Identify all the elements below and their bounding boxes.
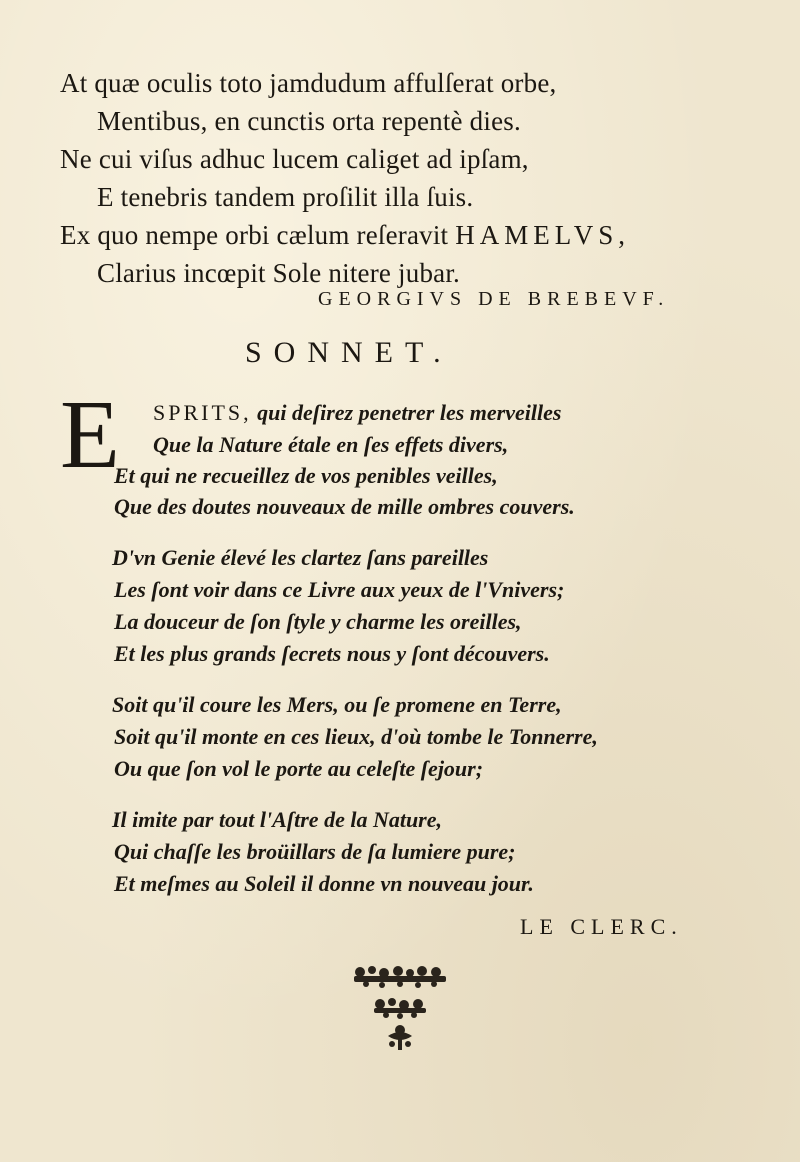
- sonnet-line-5: D'vn Genie élevé les clartez ſans pareilles: [112, 545, 489, 570]
- sonnet-line-12: Il imite par tout l'Aſtre de la Nature,: [112, 807, 443, 832]
- sonnet-line-1: [153, 400, 561, 426]
- sonnet-line-7: La douceur de ſon ſtyle y charme les oreilles,: [114, 609, 522, 634]
- sonnet-signature: LE CLERC.: [520, 914, 683, 939]
- latin-signature: GEORGIVS DE BREBEVF.: [318, 288, 670, 310]
- sonnet-line-2: Que la Nature étale en ſes effets divers,: [153, 432, 509, 457]
- latin-line-3: Ne cui viſus adhuc lucem caliget ad ipſam,: [60, 144, 529, 174]
- sonnet-line-6: Les ſont voir dans ce Livre aux yeux de l'Vnivers;: [114, 577, 565, 602]
- sonnet-first-word: SPRITS,: [153, 400, 252, 425]
- latin-line-1: At quæ oculis toto jamdudum affulſerat orbe,: [60, 68, 557, 98]
- latin-line-5-text: Ex quo nempe orbi cælum reſeravit: [60, 220, 449, 250]
- printers-flower-ornament-icon: [350, 960, 450, 1055]
- sonnet-line-8: Et les plus grands ſecrets nous y ſont découvers.: [114, 641, 550, 666]
- sonnet-line-11: Ou que ſon vol le porte au celeſte ſejour;: [114, 756, 484, 781]
- sonnet-line-1-text: qui deſirez penetrer les merveilles: [257, 400, 562, 425]
- sonnet-line-13: Qui chaſſe les broüillars de ſa lumiere pure;: [114, 839, 516, 864]
- sonnet-line-4: Que des doutes nouveaux de mille ombres couvers.: [114, 494, 575, 519]
- sonnet-line-10: Soit qu'il monte en ces lieux, d'où tombe le Tonnerre,: [114, 724, 598, 749]
- latin-line-6: Clarius incœpit Sole nitere jubar.: [97, 258, 460, 288]
- sonnet-dropcap: E: [60, 381, 120, 489]
- sonnet-line-14: Et meſmes au Soleil il donne vn nouveau jour.: [114, 871, 534, 896]
- sonnet-line-3: Et qui ne recueillez de vos penibles veilles,: [114, 463, 498, 488]
- latin-line-2: Mentibus, en cunctis orta repentè dies.: [97, 106, 521, 136]
- sonnet-title: SONNET.: [245, 336, 453, 369]
- latin-line-5: [60, 220, 630, 251]
- latin-line-4: E tenebris tandem proſilit illa ſuis.: [97, 182, 474, 212]
- sonnet-line-9: Soit qu'il coure les Mers, ou ſe promene en Terre,: [112, 692, 562, 717]
- latin-line-5-name: HAMELVS,: [455, 220, 630, 250]
